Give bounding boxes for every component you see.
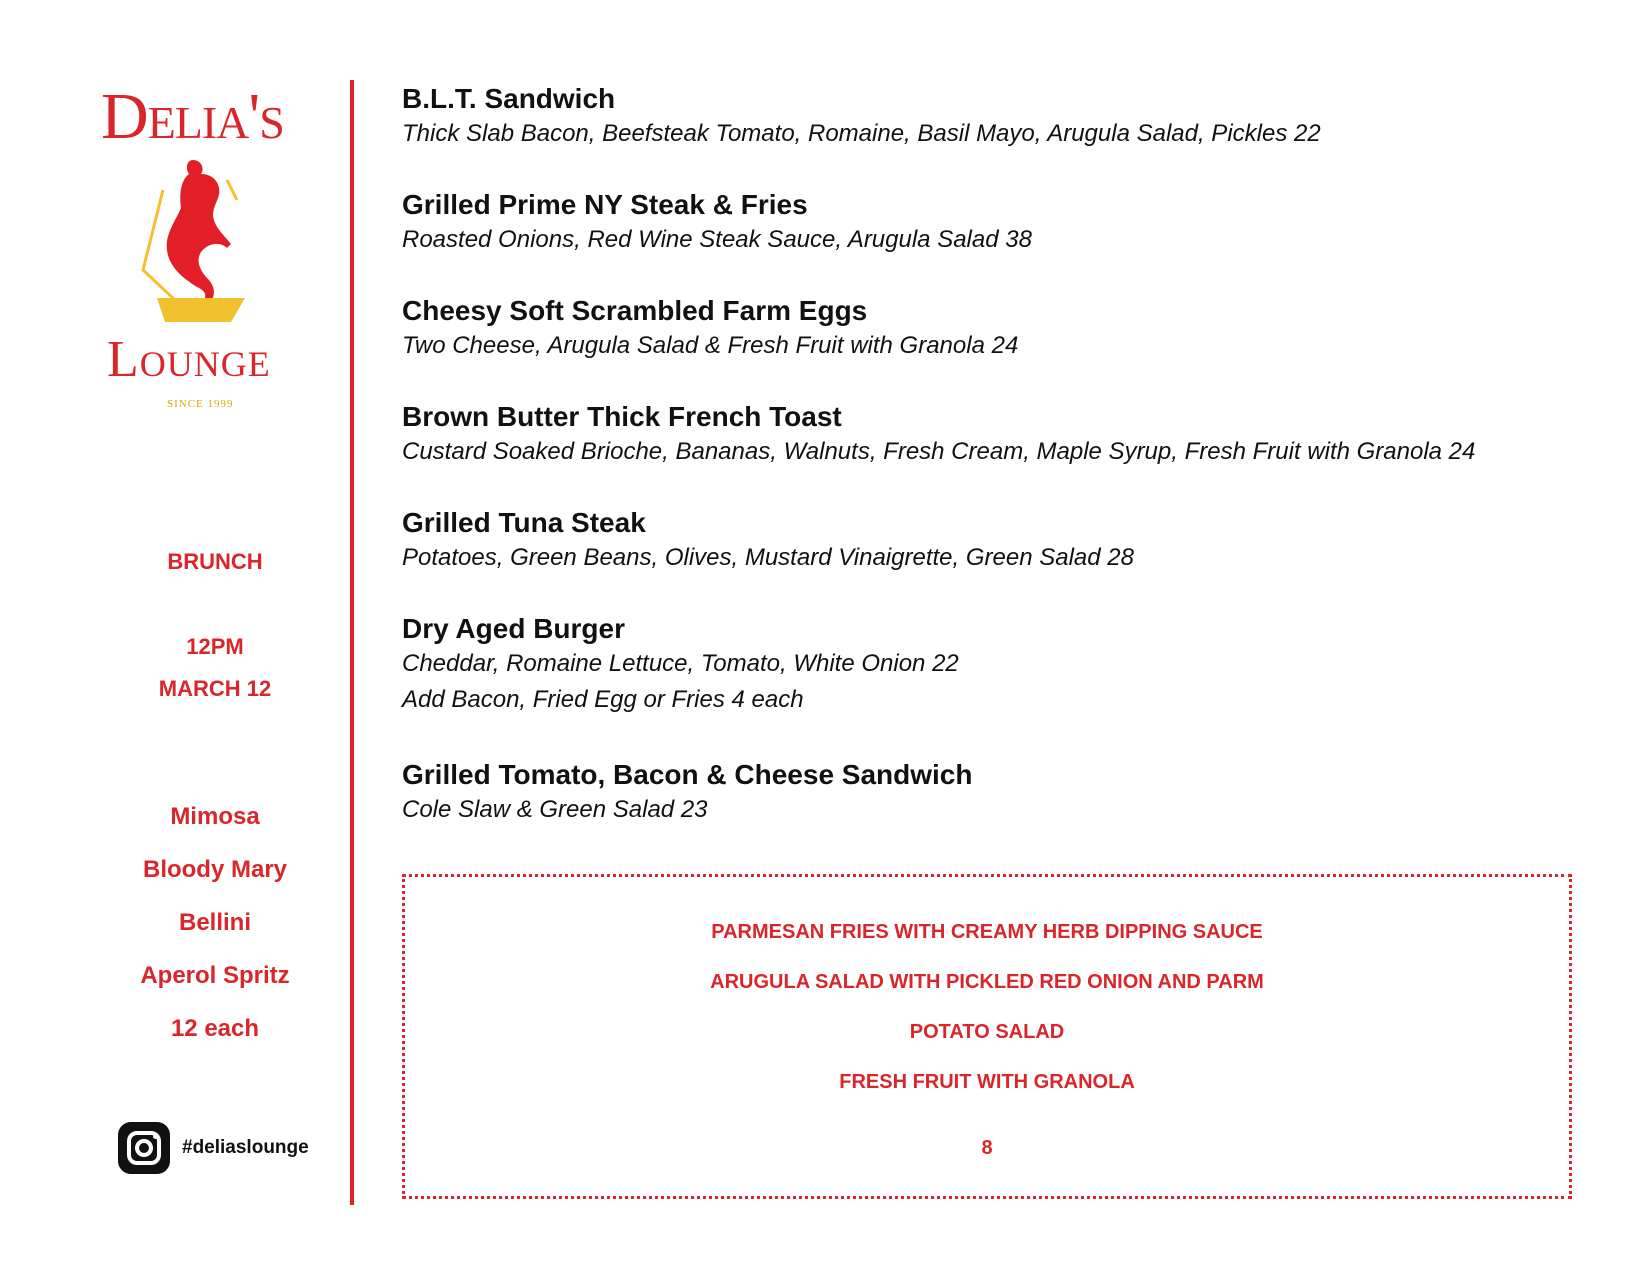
menu-item-desc: Two Cheese, Arugula Salad & Fresh Fruit with Granola 24 (402, 332, 1019, 359)
menu-item (402, 82, 1321, 152)
side-item: PARMESAN FRIES WITH CREAMY HERB DIPPING SAUCE (711, 921, 1263, 943)
drink-item: Bellini (178, 909, 251, 936)
brunch-date: MARCH 12 (158, 676, 272, 701)
menu-item-name: Grilled Tuna Steak (402, 507, 646, 538)
menu-item-desc: Custard Soaked Brioche, Bananas, Walnuts, Fresh Cream, Maple Syrup, Fresh Fruit with Granola 24 (402, 438, 1476, 465)
logo-wordmark-bottom: Lounge (107, 331, 271, 388)
sides-price: 8 (981, 1137, 993, 1159)
menu-item-desc: Potatoes, Green Beans, Olives, Mustard Vinaigrette, Green Salad 28 (402, 544, 1134, 571)
drinks-price: 12 each (170, 1015, 260, 1042)
menu-item-desc: Cheddar, Romaine Lettuce, Tomato, White Onion 22 (402, 650, 959, 677)
side-item: ARUGULA SALAD WITH PICKLED RED ONION AND PARM (710, 971, 1264, 993)
instagram-icon[interactable] (118, 1122, 170, 1174)
brunch-time: 12PM (186, 634, 244, 659)
drink-item: Mimosa (170, 803, 260, 830)
menu-item-name: Cheesy Soft Scrambled Farm Eggs (402, 295, 868, 326)
menu-item (402, 506, 1134, 576)
menu-item (402, 188, 1032, 258)
drinks-list (95, 803, 335, 1068)
brunch-title: BRUNCH (167, 549, 263, 574)
menu-item-desc: Cole Slaw & Green Salad 23 (402, 796, 708, 823)
menu-item-addon: Add Bacon, Fried Egg or Fries 4 each (402, 686, 804, 713)
dancer-figure-icon (135, 150, 265, 330)
side-item: POTATO SALAD (909, 1021, 1065, 1043)
menu-item-name: Brown Butter Thick French Toast (402, 401, 842, 432)
menu-item-name: Grilled Prime NY Steak & Fries (402, 189, 808, 220)
menu-item-name: B.L.T. Sandwich (402, 83, 616, 114)
sides-box (402, 874, 1572, 1199)
restaurant-logo (95, 72, 325, 412)
logo-wordmark-top: Delia's (101, 80, 284, 153)
menu-item-desc: Roasted Onions, Red Wine Steak Sauce, Arugula Salad 38 (402, 226, 1032, 253)
menu-item (402, 400, 1475, 470)
social-handle[interactable] (118, 1122, 309, 1174)
menu-item (402, 758, 973, 828)
vertical-divider (350, 80, 354, 1205)
side-item: FRESH FRUIT WITH GRANOLA (839, 1071, 1135, 1093)
menu-item (402, 294, 1018, 364)
menu-item-name: Grilled Tomato, Bacon & Cheese Sandwich (402, 759, 973, 790)
menu-item-desc: Thick Slab Bacon, Beefsteak Tomato, Romaine, Basil Mayo, Arugula Salad, Pickles 22 (402, 120, 1321, 147)
drink-item: Bloody Mary (142, 856, 288, 883)
logo-since: SINCE 1999 (167, 398, 234, 410)
menu-item-name: Dry Aged Burger (402, 613, 626, 644)
instagram-handle[interactable]: #deliaslounge (182, 1137, 309, 1158)
menu-item (402, 612, 959, 718)
drink-item: Aperol Spritz (140, 962, 290, 989)
